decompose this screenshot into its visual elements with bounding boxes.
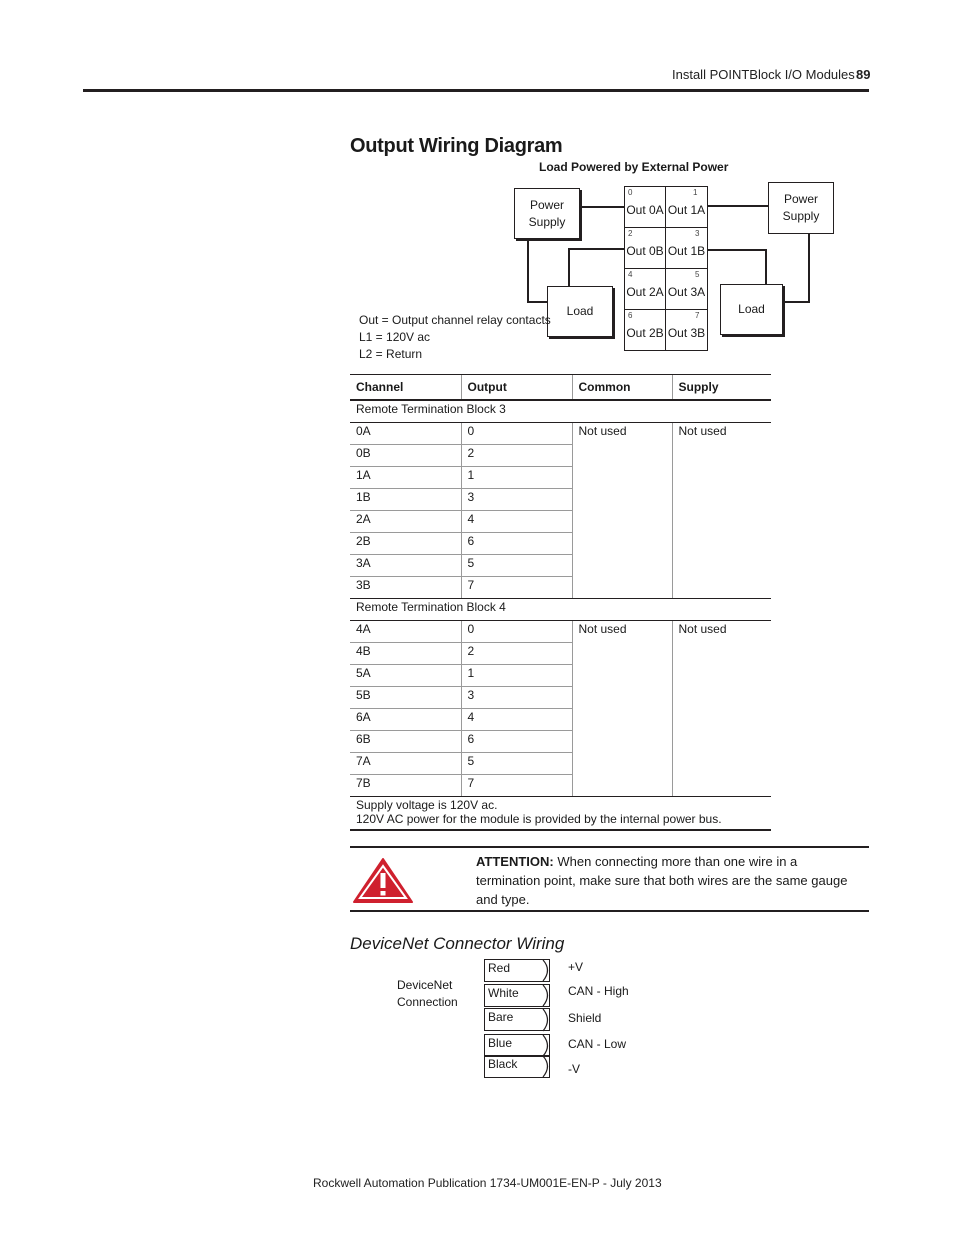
wire-color-black: Black bbox=[484, 1055, 550, 1078]
terminal-num: 7 bbox=[695, 311, 700, 320]
col-common: Common bbox=[572, 375, 672, 401]
section-row bbox=[350, 599, 771, 621]
cell-channel: 1A bbox=[350, 467, 461, 489]
footnote-line: 120V AC power for the module is provided by the internal power bus. bbox=[356, 812, 722, 826]
terminal-label: Out 3B bbox=[667, 326, 706, 340]
cell-output: 2 bbox=[461, 445, 572, 467]
terminal-out-0b bbox=[624, 227, 666, 269]
power-supply-right-line2: Supply bbox=[782, 209, 820, 223]
terminal-num: 0 bbox=[628, 188, 633, 197]
terminal-out-1b bbox=[665, 227, 708, 269]
cell-output: 1 bbox=[461, 467, 572, 489]
terminal-out-3b bbox=[665, 309, 708, 351]
cell-supply: Not used bbox=[672, 423, 771, 599]
attention-box bbox=[350, 846, 869, 912]
cell-channel: 5A bbox=[350, 665, 461, 687]
terminal-label: Out 2A bbox=[626, 285, 664, 299]
signal-shield: Shield bbox=[568, 1011, 602, 1025]
load-right bbox=[720, 284, 783, 335]
power-supply-left bbox=[514, 188, 580, 239]
running-header: Install POINTBlock I/O Modules bbox=[672, 67, 855, 82]
diagram-legend bbox=[359, 312, 551, 363]
table-footnote-row bbox=[350, 797, 771, 831]
wire-color-white: White bbox=[484, 984, 550, 1007]
terminal-num: 5 bbox=[695, 270, 700, 279]
cell-output: 1 bbox=[461, 665, 572, 687]
terminal-label: Out 0B bbox=[626, 244, 664, 258]
cell-output: 3 bbox=[461, 687, 572, 709]
cell-output: 5 bbox=[461, 555, 572, 577]
table-footnote bbox=[350, 797, 771, 831]
wire-color-red: Red bbox=[484, 959, 550, 982]
section-label: Remote Termination Block 4 bbox=[350, 599, 771, 621]
cell-output: 3 bbox=[461, 489, 572, 511]
cell-channel: 0A bbox=[350, 423, 461, 445]
cell-channel: 2B bbox=[350, 533, 461, 555]
table-row bbox=[350, 621, 771, 643]
cell-output: 4 bbox=[461, 709, 572, 731]
cell-channel: 7A bbox=[350, 753, 461, 775]
cell-output: 0 bbox=[461, 423, 572, 445]
terminal-out-2a bbox=[624, 268, 666, 310]
terminal-num: 6 bbox=[628, 311, 633, 320]
cell-channel: 1B bbox=[350, 489, 461, 511]
signal-plus-v: +V bbox=[568, 960, 584, 974]
col-channel: Channel bbox=[350, 375, 461, 401]
terminal-out-1a bbox=[665, 186, 708, 228]
wire-ps-left-to-0a bbox=[580, 206, 624, 208]
signal-minus-v: -V bbox=[568, 1062, 580, 1076]
attention-text bbox=[476, 852, 856, 909]
terminal-num: 2 bbox=[628, 229, 633, 238]
cell-channel: 5B bbox=[350, 687, 461, 709]
terminal-num: 3 bbox=[695, 229, 700, 238]
wire-ps-left-to-load bbox=[527, 301, 547, 303]
terminal-label: Out 3A bbox=[667, 285, 706, 299]
wire-load-right-up bbox=[765, 249, 767, 284]
footnote-line: Supply voltage is 120V ac. bbox=[356, 798, 498, 812]
cell-channel: 3B bbox=[350, 577, 461, 599]
wire-ps-right-to-load bbox=[783, 301, 810, 303]
cell-output: 7 bbox=[461, 775, 572, 797]
legend-line: L2 = Return bbox=[359, 347, 423, 361]
connection-line2: Connection bbox=[397, 995, 458, 1009]
cell-output: 4 bbox=[461, 511, 572, 533]
wire-color-blue: Blue bbox=[484, 1034, 550, 1057]
header-rule bbox=[83, 89, 869, 92]
terminal-label: Out 0A bbox=[626, 203, 664, 217]
wire-color-bare: Bare bbox=[484, 1008, 550, 1031]
diagram-caption: Load Powered by External Power bbox=[539, 160, 729, 174]
page-number: 89 bbox=[856, 67, 871, 82]
cell-output: 2 bbox=[461, 643, 572, 665]
wire-0b-down bbox=[568, 248, 570, 286]
col-output: Output bbox=[461, 375, 572, 401]
page-footer: Rockwell Automation Publication 1734-UM001E-EN-P - July 2013 bbox=[313, 1176, 662, 1190]
terminal-out-0a bbox=[624, 186, 666, 228]
signal-can-high: CAN - High bbox=[568, 984, 629, 998]
cell-channel: 3A bbox=[350, 555, 461, 577]
legend-line: Out = Output channel relay contacts bbox=[359, 313, 551, 327]
table-row bbox=[350, 423, 771, 445]
load-right-label: Load bbox=[738, 302, 765, 316]
wire-1a-to-ps-right bbox=[708, 205, 768, 207]
signal-can-low: CAN - Low bbox=[568, 1037, 627, 1051]
terminal-num: 1 bbox=[693, 188, 698, 197]
cell-channel: 7B bbox=[350, 775, 461, 797]
cell-channel: 4A bbox=[350, 621, 461, 643]
channel-table bbox=[350, 374, 771, 831]
legend-line: L1 = 120V ac bbox=[359, 330, 431, 344]
cell-common: Not used bbox=[572, 423, 672, 599]
cell-channel: 6A bbox=[350, 709, 461, 731]
terminal-out-2b bbox=[624, 309, 666, 351]
table-header-row bbox=[350, 375, 771, 401]
connector-terminals bbox=[541, 959, 555, 1079]
col-supply: Supply bbox=[672, 375, 771, 401]
devicenet-connection-label bbox=[397, 977, 458, 1011]
terminal-label: Out 2B bbox=[626, 326, 664, 340]
wire-0b-up bbox=[568, 248, 624, 250]
cell-channel: 2A bbox=[350, 511, 461, 533]
power-supply-left-line2: Supply bbox=[528, 214, 566, 229]
cell-common: Not used bbox=[572, 621, 672, 797]
load-left bbox=[547, 286, 613, 337]
section-row bbox=[350, 400, 771, 423]
section-label: Remote Termination Block 3 bbox=[350, 400, 771, 423]
attention-body: When connecting more than one wire in a termination point, make sure that both wires are the same gauge and type. bbox=[476, 854, 848, 907]
wire-ps-right-down bbox=[808, 234, 810, 303]
load-left-label: Load bbox=[566, 304, 594, 318]
cell-channel: 6B bbox=[350, 731, 461, 753]
power-supply-right bbox=[768, 182, 834, 234]
warning-triangle-icon bbox=[352, 857, 414, 904]
cell-supply: Not used bbox=[672, 621, 771, 797]
power-supply-right-line1: Power bbox=[783, 192, 818, 206]
page-title: Output Wiring Diagram bbox=[350, 135, 563, 157]
terminal-out-3a bbox=[665, 268, 708, 310]
cell-channel: 0B bbox=[350, 445, 461, 467]
attention-label: ATTENTION: bbox=[476, 854, 554, 869]
cell-output: 0 bbox=[461, 621, 572, 643]
terminal-label: Out 1A bbox=[667, 203, 706, 217]
cell-output: 6 bbox=[461, 731, 572, 753]
terminal-num: 4 bbox=[628, 270, 633, 279]
power-supply-left-line1: Power bbox=[529, 197, 564, 212]
wire-ps-left-down bbox=[527, 239, 529, 303]
cell-channel: 4B bbox=[350, 643, 461, 665]
cell-output: 6 bbox=[461, 533, 572, 555]
cell-output: 5 bbox=[461, 753, 572, 775]
wire-1b-to-load-right bbox=[708, 249, 766, 251]
cell-output: 7 bbox=[461, 577, 572, 599]
devicenet-title: DeviceNet Connector Wiring bbox=[350, 934, 565, 953]
connection-line1: DeviceNet bbox=[397, 978, 453, 992]
terminal-label: Out 1B bbox=[667, 244, 706, 258]
